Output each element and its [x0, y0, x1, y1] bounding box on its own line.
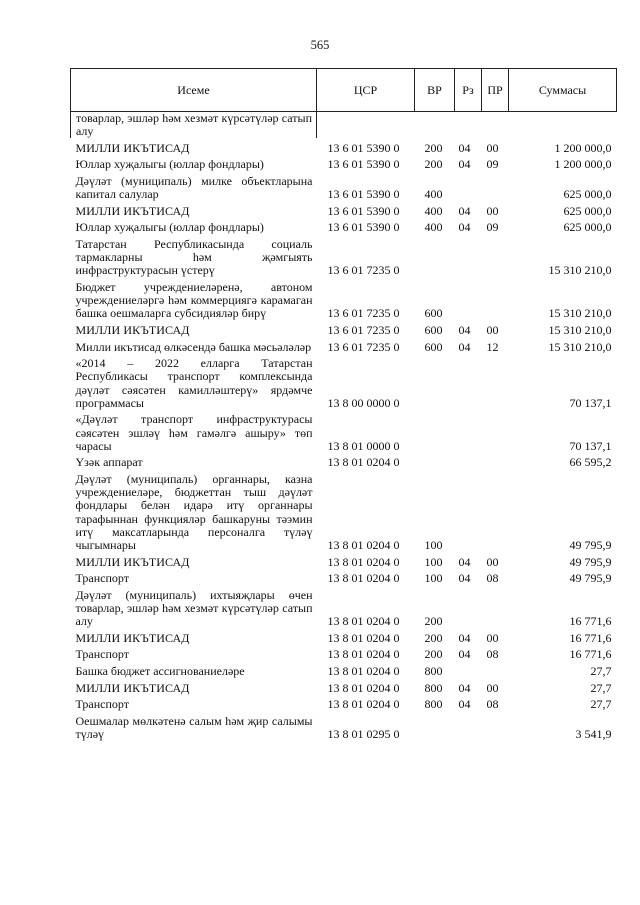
cell-pr	[482, 711, 509, 741]
cell-vr: 600	[424, 322, 443, 337]
cell-name: МИЛЛИ ИКЪТИСАД	[75, 680, 190, 695]
header-pr: ПР	[482, 69, 509, 112]
cell-csr: 13 6 01 5390 0	[327, 157, 400, 172]
cell-name: МИЛЛИ ИКЪТИСАД	[75, 322, 190, 337]
table-row	[71, 470, 617, 553]
cell-rz	[455, 112, 482, 139]
cell-vr: 600	[424, 306, 443, 321]
table-row	[71, 410, 617, 453]
table-row	[71, 155, 617, 172]
cell-rz	[455, 585, 482, 628]
cell-sum: 16 771,6	[569, 630, 612, 645]
cell-rz	[455, 172, 482, 202]
cell-pr	[482, 354, 509, 410]
cell-sum: 625 000,0	[563, 220, 612, 235]
cell-sum: 625 000,0	[563, 203, 612, 218]
cell-vr: 400	[424, 187, 443, 202]
table-row	[71, 569, 617, 586]
table-row	[71, 695, 617, 712]
cell-pr: 09	[486, 220, 499, 235]
cell-vr: 200	[424, 614, 443, 629]
table-row	[71, 645, 617, 662]
cell-name: Юллар хуҗалыгы (юллар фондлары)	[75, 220, 264, 235]
cell-csr: 13 8 01 0204 0	[327, 455, 400, 470]
cell-pr	[482, 453, 509, 470]
cell-csr: 13 6 01 7235 0	[327, 306, 400, 321]
page-number: 565	[310, 38, 330, 52]
cell-name: МИЛЛИ ИКЪТИСАД	[75, 554, 190, 569]
table-row	[71, 711, 617, 741]
cell-rz: 04	[458, 322, 471, 337]
cell-pr	[482, 470, 509, 553]
table-row	[71, 354, 617, 410]
cell-sum: 3 541,9	[575, 726, 612, 741]
table-header-row	[71, 69, 617, 112]
cell-vr: 800	[424, 663, 443, 678]
cell-csr: 13 6 01 7235 0	[327, 263, 400, 278]
cell-rz	[455, 662, 482, 679]
cell-sum: 49 795,9	[569, 537, 612, 552]
cell-vr: 800	[424, 697, 443, 712]
cell-sum: 15 310 210,0	[548, 322, 612, 337]
cell-rz: 04	[458, 630, 471, 645]
cell-csr: 13 8 00 0000 0	[327, 395, 400, 410]
cell-name: товарлар, эшләр һәм хезмәт күрсәтүләр сатып алу	[71, 112, 317, 139]
cell-csr: 13 8 01 0204 0	[327, 680, 400, 695]
cell-pr	[482, 112, 509, 139]
cell-name: МИЛЛИ ИКЪТИСАД	[75, 630, 190, 645]
cell-sum: 15 310 210,0	[548, 306, 612, 321]
cell-name: Транспорт	[75, 571, 129, 586]
cell-sum: 1 200 000,0	[554, 157, 612, 172]
cell-rz: 04	[458, 697, 471, 712]
cell-csr: 13 8 01 0295 0	[327, 726, 400, 741]
cell-rz: 04	[458, 140, 471, 155]
cell-sum: 49 795,9	[569, 554, 612, 569]
cell-csr: 13 8 01 0204 0	[327, 554, 400, 569]
cell-csr: 13 8 01 0204 0	[327, 647, 400, 662]
cell-pr: 00	[486, 203, 499, 218]
table-row	[71, 138, 617, 155]
cell-rz	[455, 354, 482, 410]
cell-pr	[482, 278, 509, 321]
cell-name: МИЛЛИ ИКЪТИСАД	[75, 203, 190, 218]
cell-vr	[415, 711, 455, 741]
cell-pr: 08	[486, 571, 499, 586]
cell-name: Татарстан Республикасында социаль тармакларны һәм җәмгыять инфраструктурасын үстерү	[75, 236, 313, 278]
cell-name: Транспорт	[75, 647, 129, 662]
cell-csr: 13 8 01 0204 0	[327, 630, 400, 645]
cell-sum: 16 771,6	[569, 647, 612, 662]
cell-csr: 13 8 01 0204 0	[327, 571, 400, 586]
cell-sum: 27,7	[590, 697, 612, 712]
cell-sum: 66 595,2	[569, 455, 612, 470]
table-row	[71, 172, 617, 202]
cell-rz	[455, 711, 482, 741]
header-rz: Рз	[455, 69, 482, 112]
cell-pr: 00	[486, 680, 499, 695]
cell-rz	[455, 410, 482, 453]
cell-name: МИЛЛИ ИКЪТИСАД	[75, 140, 190, 155]
cell-sum: 27,7	[590, 680, 612, 695]
cell-name: Үзәк аппарат	[75, 455, 143, 470]
cell-rz: 04	[458, 571, 471, 586]
cell-csr: 13 6 01 5390 0	[327, 220, 400, 235]
table-row	[71, 321, 617, 338]
cell-rz	[455, 453, 482, 470]
cell-sum: 16 771,6	[569, 614, 612, 629]
cell-pr	[482, 172, 509, 202]
cell-vr: 100	[424, 571, 443, 586]
cell-sum: 27,7	[590, 663, 612, 678]
cell-name: Юллар хуҗалыгы (юллар фондлары)	[75, 157, 264, 172]
cell-pr: 00	[486, 140, 499, 155]
cell-pr: 08	[486, 647, 499, 662]
cell-vr: 200	[424, 647, 443, 662]
cell-pr	[482, 662, 509, 679]
table-row	[71, 278, 617, 321]
cell-name: Башка бюджет ассигнованиеләре	[75, 663, 245, 678]
cell-pr: 00	[486, 554, 499, 569]
cell-rz: 04	[458, 157, 471, 172]
cell-rz: 04	[458, 647, 471, 662]
cell-csr: 13 6 01 7235 0	[327, 322, 400, 337]
cell-sum: 70 137,1	[569, 395, 612, 410]
cell-vr: 200	[424, 140, 443, 155]
cell-vr: 200	[424, 157, 443, 172]
cell-csr: 13 8 01 0000 0	[327, 438, 400, 453]
cell-rz	[455, 235, 482, 278]
cell-sum: 15 310 210,0	[548, 339, 612, 354]
cell-csr: 13 6 01 5390 0	[327, 203, 400, 218]
cell-rz	[455, 278, 482, 321]
table-row	[71, 628, 617, 645]
cell-vr: 100	[424, 537, 443, 552]
table-row	[71, 112, 617, 139]
cell-name: Дәүләт (муниципаль) милке объектларына капитал салулар	[75, 173, 313, 202]
table-row	[71, 201, 617, 218]
cell-rz: 04	[458, 680, 471, 695]
cell-name: Оешмалар мөлкәтенә салым һәм җир салымы түләү	[75, 713, 313, 741]
cell-pr: 00	[486, 630, 499, 645]
cell-csr: 13 8 01 0204 0	[327, 537, 400, 552]
cell-pr	[482, 410, 509, 453]
header-sum: Суммасы	[509, 69, 617, 112]
cell-vr: 100	[424, 554, 443, 569]
cell-pr	[482, 235, 509, 278]
header-csr: ЦСР	[317, 69, 415, 112]
cell-vr: 200	[424, 630, 443, 645]
table-row	[71, 337, 617, 354]
cell-name: «2014 – 2022 елларга Татарстан Республикасы транспорт комплексында дәүләт сәясәтен камилләштерү» ярдәмче программасы	[75, 356, 313, 410]
cell-name: Дәүләт (муниципаль) органнары, казна учреждениеләре, бюджеттан тыш дәүләт фондлары белән идарә итү органнары тарафыннан функцияләр башкаруны тәэмин итү максатларында персоналга түләү чыгымнары	[75, 471, 313, 552]
cell-sum: 70 137,1	[569, 438, 612, 453]
cell-sum	[509, 112, 617, 139]
cell-sum: 625 000,0	[563, 187, 612, 202]
table-row	[71, 235, 617, 278]
cell-csr	[317, 112, 415, 139]
table-row	[71, 585, 617, 628]
cell-pr	[482, 585, 509, 628]
cell-sum: 1 200 000,0	[554, 140, 612, 155]
cell-vr: 400	[424, 220, 443, 235]
header-name: Исеме	[71, 69, 317, 112]
cell-csr: 13 6 01 5390 0	[327, 187, 400, 202]
cell-pr: 00	[486, 322, 499, 337]
cell-vr: 800	[424, 680, 443, 695]
cell-rz: 04	[458, 554, 471, 569]
cell-vr	[415, 410, 455, 453]
cell-pr: 08	[486, 697, 499, 712]
table-body	[71, 112, 617, 742]
cell-pr: 09	[486, 157, 499, 172]
cell-vr: 400	[424, 203, 443, 218]
cell-sum: 15 310 210,0	[548, 263, 612, 278]
cell-csr: 13 8 01 0204 0	[327, 697, 400, 712]
cell-vr	[415, 354, 455, 410]
cell-name: Бюджет учреждениеләренә, автоном учреждениеләргә һәм коммерциягә карамаган башка оешмаларга субсидияләр бирү	[75, 279, 313, 321]
cell-csr: 13 6 01 7235 0	[327, 339, 400, 354]
cell-csr: 13 8 01 0204 0	[327, 614, 400, 629]
cell-sum: 49 795,9	[569, 571, 612, 586]
table-row	[71, 453, 617, 470]
cell-pr: 12	[486, 339, 499, 354]
cell-csr: 13 8 01 0204 0	[327, 663, 400, 678]
cell-name: Транспорт	[75, 697, 129, 712]
table-row	[71, 662, 617, 679]
cell-rz: 04	[458, 203, 471, 218]
cell-vr	[415, 235, 455, 278]
cell-rz: 04	[458, 220, 471, 235]
table-row	[71, 678, 617, 695]
cell-vr	[415, 112, 455, 139]
cell-csr: 13 6 01 5390 0	[327, 140, 400, 155]
cell-vr: 600	[424, 339, 443, 354]
budget-table	[70, 68, 617, 741]
table-row	[71, 552, 617, 569]
cell-name: «Дәүләт транспорт инфраструктурасы сәясәтен эшләү һәм гамәлгә ашыру» төп чарасы	[75, 412, 313, 453]
cell-name: Милли икътисад өлкәсендә башка мәсьәләләр	[75, 339, 312, 354]
cell-name: Дәүләт (муниципаль) ихтыяҗлары өчен товарлар, эшләр һәм хезмәт күрсәтүләр сатып алу	[75, 587, 313, 629]
table-row	[71, 218, 617, 235]
header-vr: ВР	[415, 69, 455, 112]
cell-rz: 04	[458, 339, 471, 354]
cell-vr	[415, 453, 455, 470]
cell-rz	[455, 470, 482, 553]
